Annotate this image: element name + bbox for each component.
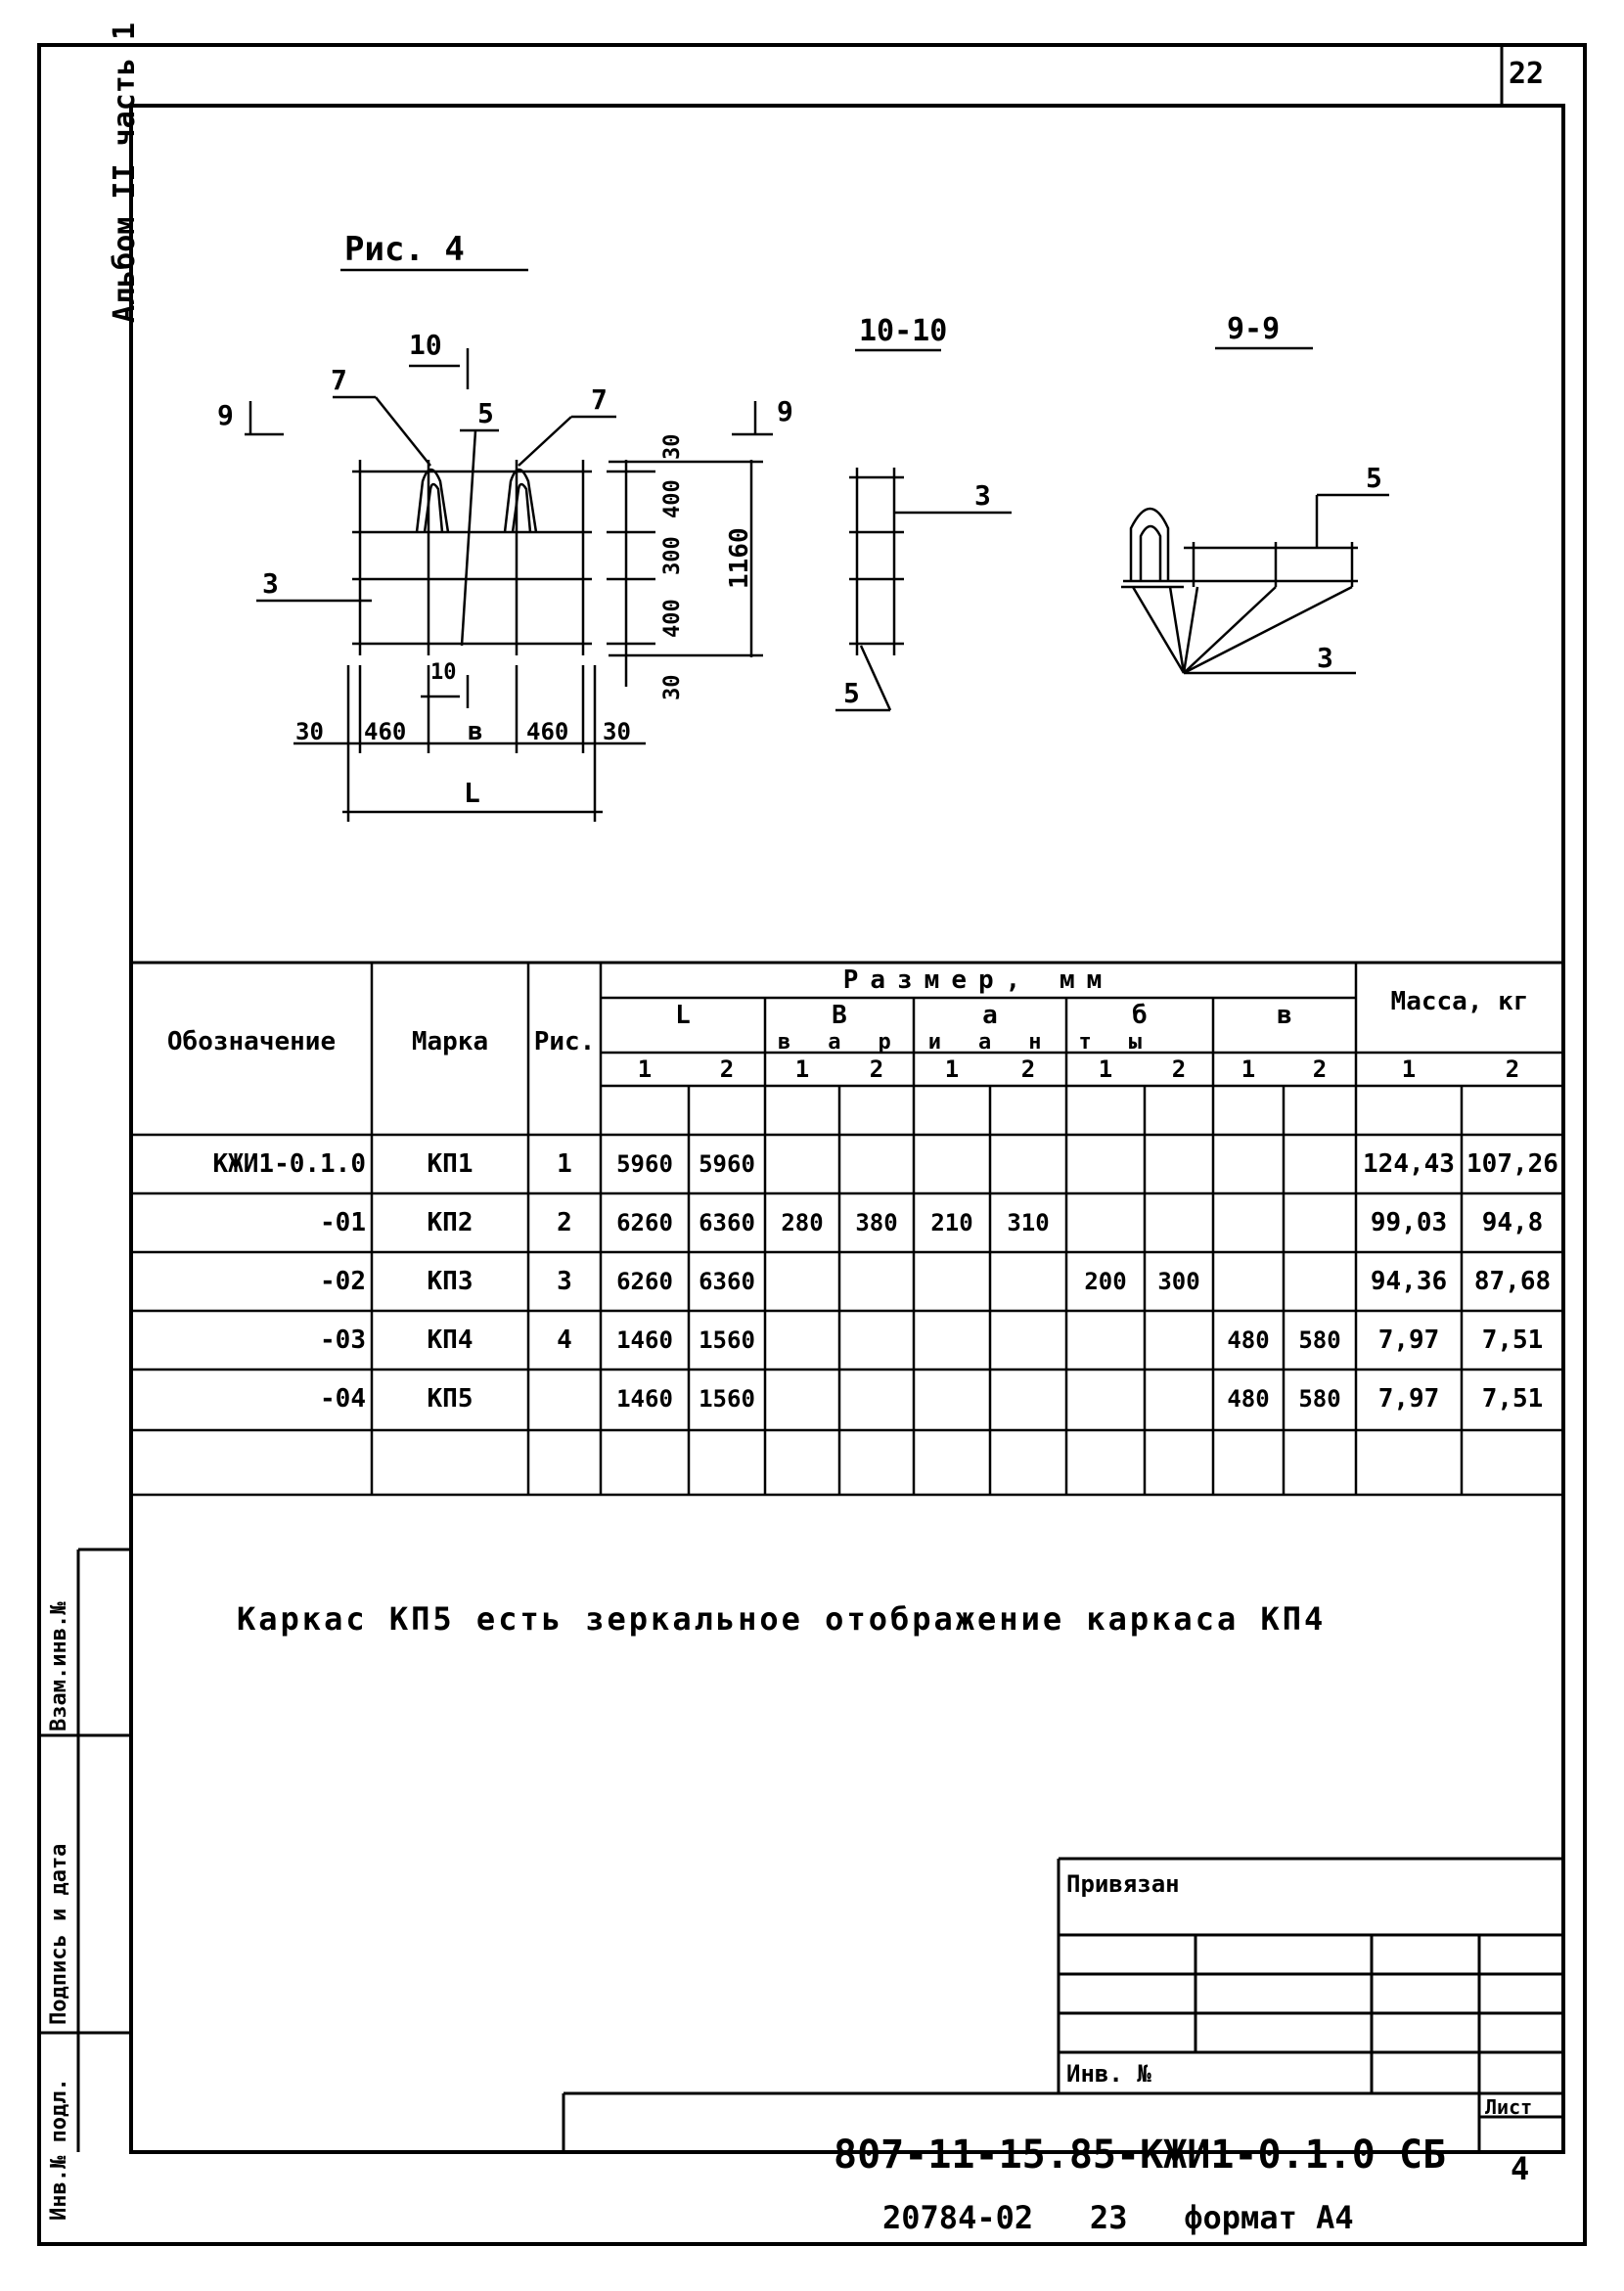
table-cell-L2: 6360 <box>699 1209 755 1236</box>
header-mark: Марка <box>411 1027 489 1056</box>
header-B: В <box>832 1001 847 1030</box>
table-cell-designation: -04 <box>320 1384 366 1414</box>
footer-format: 20784-02 23 формат А4 <box>882 2199 1354 2236</box>
side-album-title: Альбом II часть 1 <box>108 22 142 323</box>
table-cell-v2: 580 <box>1298 1385 1341 1413</box>
sheet-corner-number: 22 <box>1509 57 1545 91</box>
header-n2: 2 <box>1505 1056 1520 1083</box>
header-n2: 2 <box>1312 1056 1328 1083</box>
table-cell-m2: 7,51 <box>1481 1325 1544 1355</box>
header-n1: 1 <box>794 1056 810 1083</box>
dim-30-top: 30 <box>660 433 685 460</box>
dim-30-right: 30 <box>603 718 631 745</box>
header-n2: 2 <box>719 1056 735 1083</box>
table-cell-L1: 6260 <box>616 1209 673 1236</box>
header-n1: 1 <box>1241 1056 1256 1083</box>
dim-400-bottom: 400 <box>660 599 685 638</box>
label-cut-10-bottom: 10 <box>430 660 457 685</box>
table-cell-mark: КП1 <box>427 1149 474 1179</box>
table-cell-d1: 200 <box>1084 1268 1127 1295</box>
table-cell-v1: 480 <box>1227 1326 1270 1354</box>
header-v: в <box>1277 1001 1292 1030</box>
section-10-title: 10-10 <box>859 314 948 348</box>
title-list-label: Лист <box>1485 2095 1533 2119</box>
header-designation: Обозначение <box>166 1027 337 1056</box>
table-cell-L2: 6360 <box>699 1268 755 1295</box>
table-cell-a1: 210 <box>930 1209 973 1236</box>
dim-460-right: 460 <box>526 718 569 745</box>
title-list-number: 4 <box>1511 2150 1530 2187</box>
stamp-vzam-inv: Взам.инв.№ <box>47 1601 71 1731</box>
table-cell-designation: -01 <box>320 1208 366 1237</box>
table-cell-m1: 94,36 <box>1370 1267 1448 1296</box>
table-cell-m2: 94,8 <box>1481 1208 1544 1237</box>
stamp-sign-date: Подпись и дата <box>47 1843 71 2025</box>
dim-30-bottom: 30 <box>660 674 685 700</box>
table-cell-m2: 107,26 <box>1466 1149 1558 1179</box>
header-a: а <box>982 1001 998 1030</box>
header-n1: 1 <box>944 1056 960 1083</box>
table-cell-designation: -03 <box>320 1325 366 1355</box>
title-inv-no: Инв. № <box>1066 2060 1151 2088</box>
table-cell-m1: 7,97 <box>1377 1325 1440 1355</box>
table-cell-fig: 3 <box>557 1267 572 1296</box>
table-cell-fig: 1 <box>557 1149 572 1179</box>
stamp-inv-podl: Инв.№ подл. <box>47 2078 71 2221</box>
label-cut-10-top: 10 <box>409 329 442 361</box>
table-cell-v1: 480 <box>1227 1385 1270 1413</box>
label-cut-9-left: 9 <box>217 399 234 431</box>
header-n1: 1 <box>1401 1056 1417 1083</box>
label-10-pos-3: 3 <box>974 479 991 512</box>
dim-b: в <box>468 717 483 746</box>
header-n1: 1 <box>1098 1056 1113 1083</box>
table-cell-L1: 6260 <box>616 1268 673 1295</box>
label-pos-5: 5 <box>477 397 494 429</box>
title-privyazan: Привязан <box>1066 1870 1180 1898</box>
header-L: L <box>675 1001 691 1030</box>
table-cell-L2: 1560 <box>699 1326 755 1354</box>
table-cell-mark: КП5 <box>427 1384 474 1414</box>
table-cell-B1: 280 <box>781 1209 824 1236</box>
table-cell-designation: КЖИ1-0.1.0 <box>212 1149 366 1179</box>
table-cell-fig: 4 <box>557 1325 572 1355</box>
table-cell-L2: 1560 <box>699 1385 755 1413</box>
note-text: Каркас КП5 есть зеркальное отображение каркаса КП4 <box>237 1600 1327 1638</box>
table-cell-m2: 87,68 <box>1473 1267 1552 1296</box>
table-cell-L1: 1460 <box>616 1385 673 1413</box>
table-cell-mark: КП4 <box>427 1325 474 1355</box>
table-cell-L1: 5960 <box>616 1150 673 1178</box>
section-9-title: 9-9 <box>1227 312 1281 346</box>
dim-300: 300 <box>660 536 685 575</box>
header-n2: 2 <box>1020 1056 1036 1083</box>
dim-L: L <box>464 777 480 809</box>
table-cell-m1: 99,03 <box>1370 1208 1448 1237</box>
dim-1160: 1160 <box>725 527 754 589</box>
table-cell-m2: 7,51 <box>1481 1384 1544 1414</box>
figure-title: Рис. 4 <box>344 230 465 269</box>
table-cell-m1: 7,97 <box>1377 1384 1440 1414</box>
label-pos-3: 3 <box>262 567 279 600</box>
table-cell-L1: 1460 <box>616 1326 673 1354</box>
header-size: Размер, мм <box>842 966 1114 995</box>
table-cell-d2: 300 <box>1157 1268 1200 1295</box>
table-cell-v2: 580 <box>1298 1326 1341 1354</box>
table-cell-L2: 5960 <box>699 1150 755 1178</box>
label-pos-7-left: 7 <box>331 364 347 396</box>
dim-30-left: 30 <box>295 718 324 745</box>
table-cell-fig: 2 <box>557 1208 572 1237</box>
header-variants: варианты <box>778 1029 1179 1055</box>
title-code: 807-11-15.85-КЖИ1-0.1.0 СБ <box>834 2133 1447 2178</box>
header-mass: Масса, кг <box>1390 987 1529 1016</box>
header-d: б <box>1132 1001 1148 1030</box>
label-pos-7-right: 7 <box>591 383 608 416</box>
header-n1: 1 <box>637 1056 653 1083</box>
dim-400-top: 400 <box>660 479 685 518</box>
table-cell-a2: 310 <box>1007 1209 1050 1236</box>
label-cut-9-right: 9 <box>777 395 793 427</box>
label-9-pos-3: 3 <box>1317 642 1333 674</box>
header-n2: 2 <box>869 1056 884 1083</box>
label-9-pos-5: 5 <box>1366 462 1382 494</box>
table-cell-B2: 380 <box>855 1209 898 1236</box>
header-n2: 2 <box>1171 1056 1187 1083</box>
table-cell-designation: -02 <box>320 1267 366 1296</box>
header-fig: Рис. <box>533 1027 596 1056</box>
dim-460-left: 460 <box>364 718 407 745</box>
table-cell-mark: КП3 <box>427 1267 474 1296</box>
label-10-pos-5: 5 <box>843 677 860 709</box>
table-cell-mark: КП2 <box>427 1208 474 1237</box>
table-cell-m1: 124,43 <box>1363 1149 1455 1179</box>
